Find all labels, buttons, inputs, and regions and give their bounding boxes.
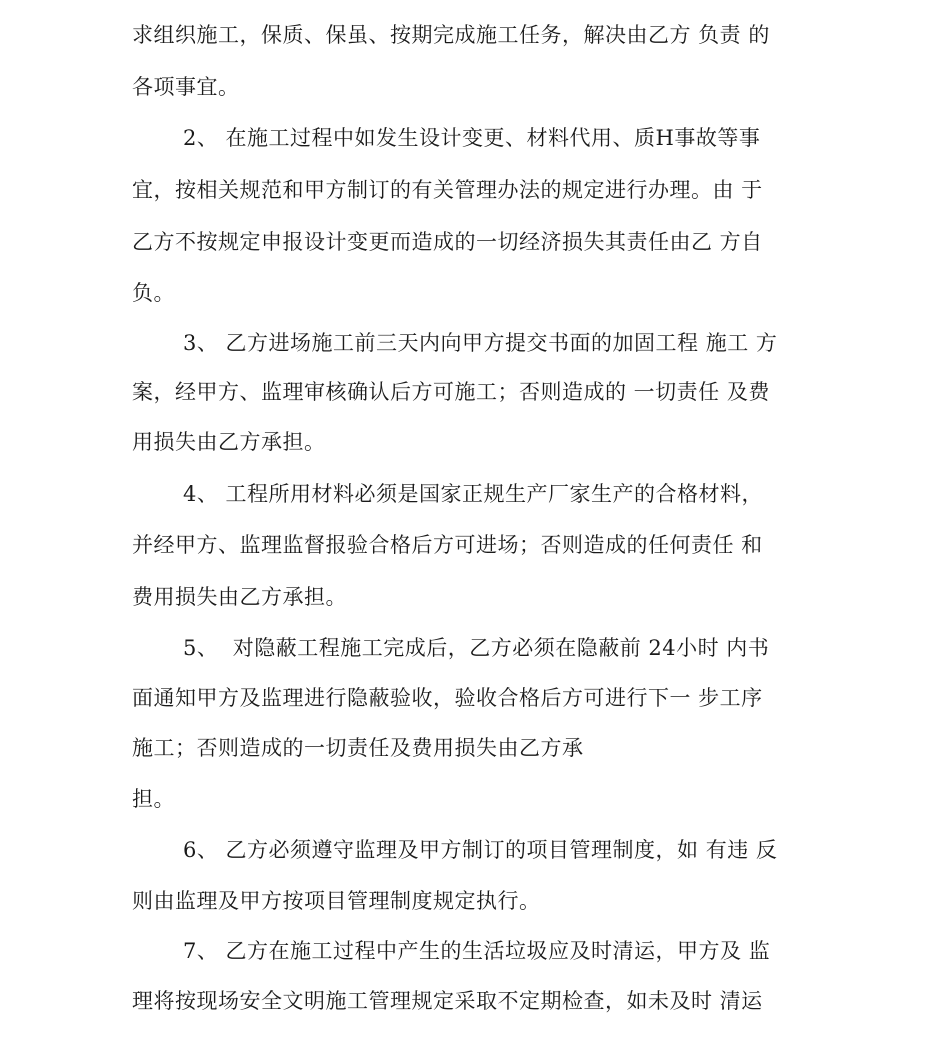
text-line-14: 面通知甲方及监理进行隐蔽验收，验收合格后方可进行下一 步工序 bbox=[132, 686, 763, 710]
text-line-7: 3、 乙方进场施工前三天内向甲方提交书面的加固工程 施工 方 bbox=[183, 331, 778, 355]
text-line-10: 4、 工程所用材料必须是国家正规生产厂家生产的合格材料， bbox=[183, 482, 764, 506]
text-line-3: 2、 在施工过程中如发生设计变更、材料代用、质H事故等事 bbox=[183, 126, 761, 150]
text-line-19: 7、 乙方在施工过程中产生的生活垃圾应及时清运，甲方及 监 bbox=[183, 939, 771, 963]
text-line-1: 求组织施工，保质、保虽、按期完成施工任务，解决由乙方 负责 的 bbox=[132, 23, 770, 47]
text-line-8: 案，经甲方、监理审核确认后方可施工；否则造成的 一切责任 及费 bbox=[132, 380, 770, 404]
text-line-13: 5、 对隐蔽工程施工完成后，乙方必须在隐蔽前 24小时 内书 bbox=[183, 636, 770, 660]
text-line-16: 担。 bbox=[132, 787, 175, 811]
text-line-5: 乙方不按规定申报设计变更而造成的一切经济损失其责任由乙 方自 bbox=[132, 230, 763, 254]
text-line-11: 并经甲方、监理监督报验合格后方可进场；否则造成的任何责任 和 bbox=[132, 533, 763, 557]
text-line-9: 用损失由乙方承担。 bbox=[132, 430, 326, 454]
text-line-15: 施工；否则造成的一切责任及费用损失由乙方承 bbox=[132, 736, 584, 760]
text-line-2: 各项事宜。 bbox=[132, 75, 240, 99]
text-line-4: 宜，按相关规范和甲方制订的有关管理办法的规定进行办理。由 于 bbox=[132, 178, 763, 202]
text-line-18: 则由监理及甲方按项目管理制度规定执行。 bbox=[132, 889, 541, 913]
text-line-12: 费用损失由乙方承担。 bbox=[132, 585, 347, 609]
text-line-17: 6、 乙方必须遵守监理及甲方制订的项目管理制度，如 有违 反 bbox=[183, 838, 778, 862]
text-line-6: 负。 bbox=[132, 281, 175, 305]
text-line-20: 理将按现场安全文明施工管理规定采取不定期检查，如未及时 清运 bbox=[132, 989, 763, 1013]
